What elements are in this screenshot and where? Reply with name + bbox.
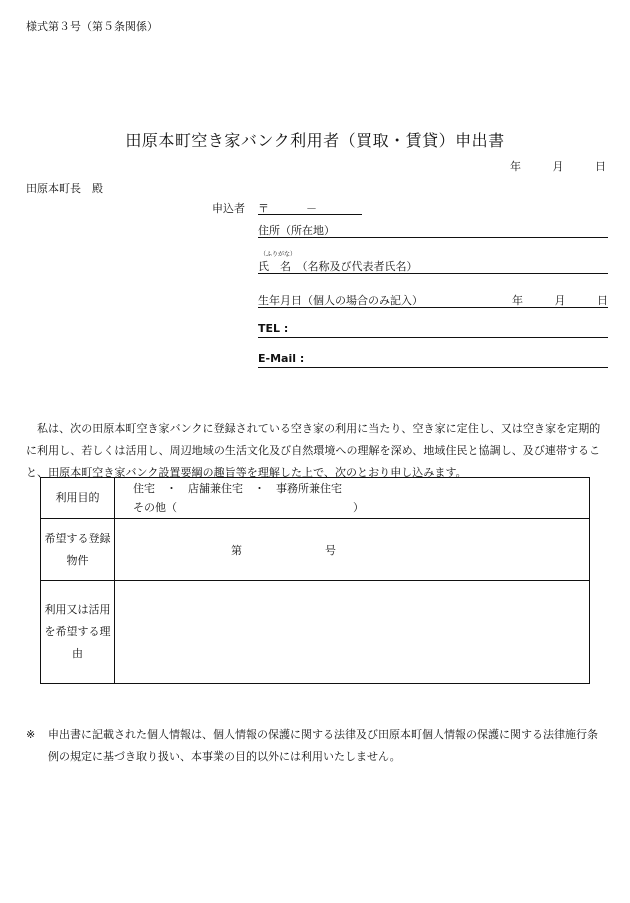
purpose-other-close: ） (353, 501, 364, 514)
purpose-label: 利用目的 (41, 478, 115, 519)
tel-label: TEL : (258, 322, 289, 335)
note-mark: ※ (26, 728, 36, 741)
submission-date (510, 158, 606, 174)
page-title: 田原本町空き家バンク利用者（買取・賃貸）申出書 (125, 131, 505, 150)
purpose-options[interactable]: 住宅 ・ 店舗兼住宅 ・ 事務所兼住宅 (133, 482, 342, 495)
birthdate-date (512, 292, 608, 308)
property-cell[interactable] (115, 519, 590, 581)
application-table (40, 477, 590, 684)
purpose-cell[interactable] (115, 478, 590, 519)
name-label: 氏 名 （名称及び代表者氏名） (258, 260, 418, 273)
table-row (41, 519, 590, 581)
applicant-label: 申込者 (212, 202, 245, 215)
birthdate-label: 生年月日（個人の場合のみ記入） (258, 294, 423, 307)
name-field[interactable] (258, 251, 608, 274)
day-label: 日 (597, 294, 608, 307)
tel-field[interactable] (258, 322, 608, 338)
furigana-label: （ふりがな） (260, 251, 297, 258)
declaration-paragraph: 私は、次の田原本町空き家バンクに登録されている空き家の利用に当たり、空き家に定住し、又は空き家を定期的に利用し、若しくは活用し、周辺地域の生活文化及び自然環境への理解を深め、地域住民と協調し、及び連帯すること、田原本町空き家バンク設置要綱の趣旨等を理解した上で、次のとおり申し込みます。 (26, 422, 601, 479)
purpose-other-open: その他（ (133, 501, 177, 514)
year-label: 年 (512, 294, 523, 307)
postal-dash: － (306, 202, 317, 215)
property-go: 号 (325, 544, 336, 557)
table-row (41, 478, 590, 519)
recipient: 田原本町長 殿 (26, 182, 103, 195)
day-label: 日 (595, 160, 606, 173)
property-dai: 第 (231, 544, 242, 557)
month-label: 月 (552, 160, 564, 173)
reason-cell[interactable] (115, 581, 590, 684)
note-text: 申出書に記載された個人情報は、個人情報の保護に関する法律及び田原本町個人情報の保護に関する法律施行条例の規定に基づき取り扱い、本事業の目的以外には利用いたしません。 (48, 728, 598, 763)
email-label: E-Mail : (258, 352, 305, 365)
month-label: 月 (554, 294, 566, 307)
address-label: 住所（所在地） (258, 224, 335, 237)
address-field[interactable] (258, 222, 608, 238)
privacy-note (26, 724, 608, 768)
email-field[interactable] (258, 352, 608, 368)
reason-label: 利用又は活用を希望する理由 (41, 581, 115, 684)
property-label: 希望する登録物件 (41, 519, 115, 581)
postal-code-field[interactable] (258, 200, 362, 215)
postal-mark: 〒 (258, 202, 269, 215)
year-label: 年 (510, 160, 521, 173)
birthdate-field[interactable] (258, 292, 608, 308)
table-row (41, 581, 590, 684)
form-number: 様式第３号（第５条関係） (26, 20, 158, 33)
